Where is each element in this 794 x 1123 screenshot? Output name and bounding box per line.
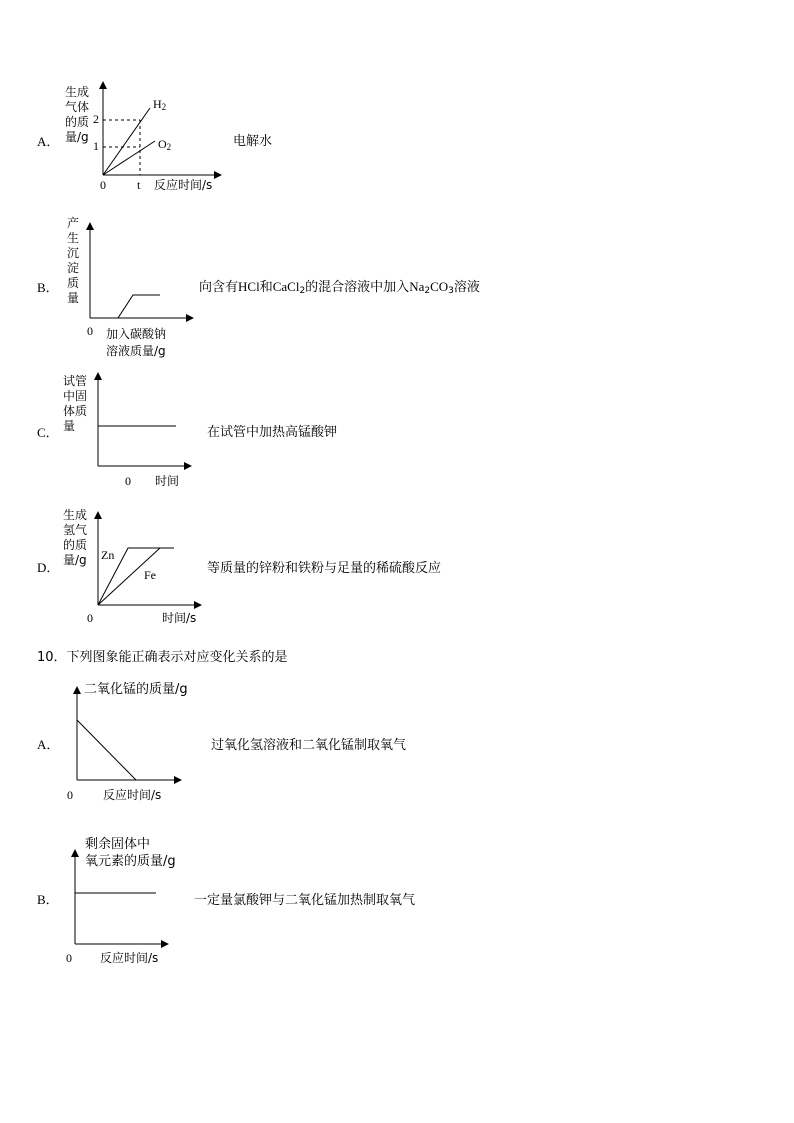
y-axis-line: 中固 [63, 389, 88, 403]
graph-9c [98, 374, 190, 466]
formula-cacl2: CaCl [272, 279, 300, 294]
y-axis-line: 生 [67, 231, 80, 245]
x-axis-label-9c: 时间 [155, 474, 180, 488]
y-axis-line: 产 [67, 216, 80, 230]
formula-co: CO [430, 279, 449, 294]
y-axis-label-9c [63, 374, 87, 434]
graph-9b-curve [118, 295, 160, 318]
question-10-stem: 10．下列图象能正确表示对应变化关系的是 [37, 650, 288, 665]
graph-10a [77, 688, 180, 780]
o2-base: O [158, 137, 167, 151]
option-letter-10b: B． [37, 892, 59, 907]
origin-10a: 0 [67, 788, 73, 802]
option-letter-9b: B． [37, 280, 59, 295]
y-axis-label-10a: 二氧化锰的质量/g [84, 682, 188, 697]
x-axis-label-9a: 反应时间/s [154, 178, 213, 192]
caption-9c: 在试管中加热高锰酸钾 [207, 425, 338, 440]
tick-2-9a: 2 [93, 112, 99, 126]
x-axis-label-10b: 反应时间/s [100, 951, 159, 965]
caption-part: 的混合溶液中加入 [305, 280, 410, 295]
origin-9c: 0 [125, 474, 131, 488]
x-axis-line: 加入碳酸钠 [106, 327, 167, 341]
y-axis-line: 气体 [65, 100, 90, 114]
caption-part: 和 [259, 280, 273, 295]
y-axis-line: 淀 [67, 261, 80, 275]
origin-9a: 0 [100, 178, 106, 192]
graph-9b [90, 224, 192, 318]
series-label-fe: Fe [144, 568, 156, 582]
option-letter-9a: A． [37, 134, 60, 149]
formula-sub: 2 [299, 286, 306, 296]
origin-10b: 0 [66, 951, 72, 965]
series-label-o2 [158, 137, 171, 152]
tick-1-9a: 1 [93, 139, 99, 153]
y-axis-line: 生成 [63, 508, 88, 522]
y-axis-line: 的质 [65, 115, 90, 129]
y-axis-line: 氢气 [63, 523, 88, 537]
x-axis-line: 溶液质量/g [106, 344, 166, 358]
option-letter-9d: D． [37, 560, 60, 575]
h2-base: H [153, 97, 162, 111]
graph-9a-o2-line [103, 141, 155, 175]
graph-10a-curve [77, 720, 136, 780]
y-axis-line: 沉 [67, 246, 80, 260]
x-axis-label-10a: 反应时间/s [103, 788, 162, 802]
caption-10b: 一定量氯酸钾与二氧化锰加热制取氧气 [194, 893, 416, 908]
y-axis-line: 试管 [63, 374, 88, 388]
origin-9b: 0 [87, 324, 93, 338]
y-axis-label-9d [63, 508, 87, 568]
y-axis-line: 量 [67, 291, 80, 305]
y-axis-line: 的质 [63, 538, 88, 552]
caption-part: 向含有 [199, 280, 239, 295]
y-axis-line: 剩余固体中 [85, 837, 151, 852]
formula-sub: 2 [424, 286, 431, 296]
caption-part: 溶液 [453, 280, 480, 295]
y-axis-label-10b [85, 836, 176, 870]
y-axis-line: 量/g [65, 130, 89, 144]
option-letter-9c: C． [37, 425, 59, 440]
y-axis-line: 量 [63, 419, 76, 433]
graph-9a-h2-line [103, 108, 150, 175]
y-axis-label-9b [67, 216, 79, 306]
series-label-h2 [153, 97, 166, 112]
caption-9d: 等质量的锌粉和铁粉与足量的稀硫酸反应 [207, 561, 442, 576]
caption-10a: 过氧化氢溶液和二氧化锰制取氧气 [211, 738, 407, 753]
y-axis-line: 体质 [63, 404, 88, 418]
formula-na: Na [409, 279, 425, 294]
caption-9b [199, 276, 480, 296]
h2-sub: 2 [161, 102, 167, 112]
x-axis-label-9b [106, 326, 166, 360]
y-axis-line: 氧元素的质量/g [85, 854, 176, 869]
o2-sub: 2 [166, 142, 172, 152]
option-letter-10a: A． [37, 737, 60, 752]
formula-sub: 3 [448, 286, 454, 296]
formula-hcl: HCl [238, 279, 260, 294]
x-axis-label-9d: 时间/s [162, 611, 197, 625]
y-axis-line: 量/g [63, 553, 87, 567]
tick-t-9a: t [137, 178, 141, 192]
series-label-zn: Zn [101, 548, 115, 562]
y-axis-label-9a [65, 85, 89, 145]
y-axis-line: 质 [67, 276, 80, 290]
caption-9a: 电解水 [233, 134, 273, 149]
y-axis-line: 生成 [65, 85, 90, 99]
origin-9d: 0 [87, 611, 93, 625]
